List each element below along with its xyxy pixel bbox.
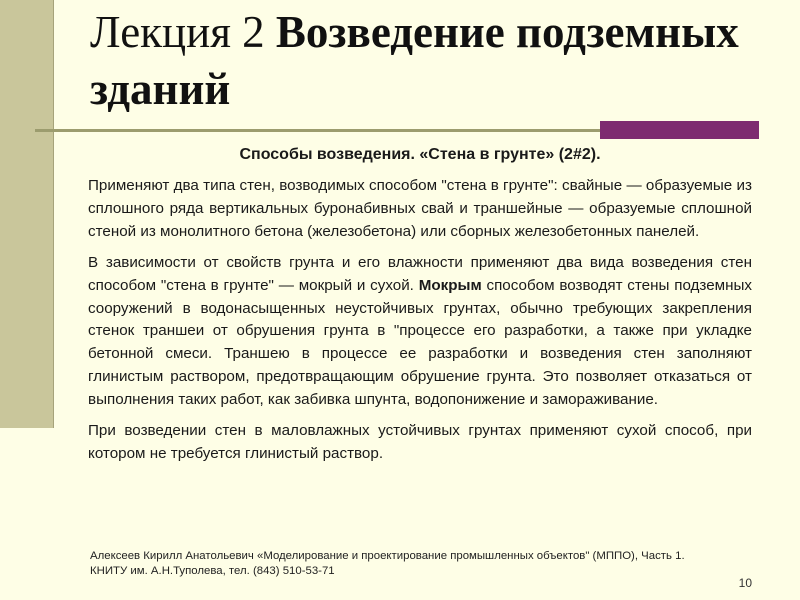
title-regular: Лекция 2 [90, 7, 276, 57]
footer-credits [90, 549, 750, 579]
title-divider [35, 129, 600, 132]
paragraph-2 [88, 252, 752, 412]
paragraph-3: При возведении стен в маловлажных устойчивых грунтах применяют сухой способ, при котором не требуется глинистый раствор. [88, 422, 752, 462]
footer-line-institution: КНИТУ им. А.Н.Туполева, тел. (843) 510-53-71 [90, 565, 335, 577]
page-number: 10 [738, 576, 752, 590]
sidebar-decoration-bar [0, 0, 54, 428]
title-bold: Возведение подземных зданий [90, 7, 739, 114]
accent-block [600, 121, 759, 139]
slide-subtitle: Способы возведения. «Стена в грунте» (2#2). [239, 146, 601, 163]
paragraph-2-intro: В зависимости от свойств грунта и его влажности применяют два вида возведения стен способом "стена в грунте" — мокрый и сухой. [88, 253, 752, 294]
slide-content [88, 145, 752, 474]
footer-line-author: Алексеев Кирилл Анатольевич «Моделирование и проектирование промышленных объектов" (МППО), Часть 1. [90, 550, 685, 562]
slide-title [90, 4, 780, 118]
paragraph-2-bold-term: Мокрым [418, 276, 482, 294]
paragraph-2-body: способом возводят стены подземных сооружений в водонасыщенных неустойчивых грунтах, обычно требующих закрепления стенок траншеи от обрушения грунта в "процессе его разработки, а также при укладке бетонной смеси. Траншею в процессе ее разработки и возведения стен заполняют глинистым раствором, предотвращающим обрушение грунта. Это позволяет отказаться от выполнения таких работ, как забивка шпунта, водопонижение и замораживание. [88, 276, 752, 409]
paragraph-1: Применяют два типа стен, возводимых способом "стена в грунте": свайные — образуемые из сплошного ряда вертикальных буронабивных свай и траншейные — образуемые сплошной стеной из монолитного бетона (железобетона) или сборных железобетонных панелей. [88, 177, 752, 240]
